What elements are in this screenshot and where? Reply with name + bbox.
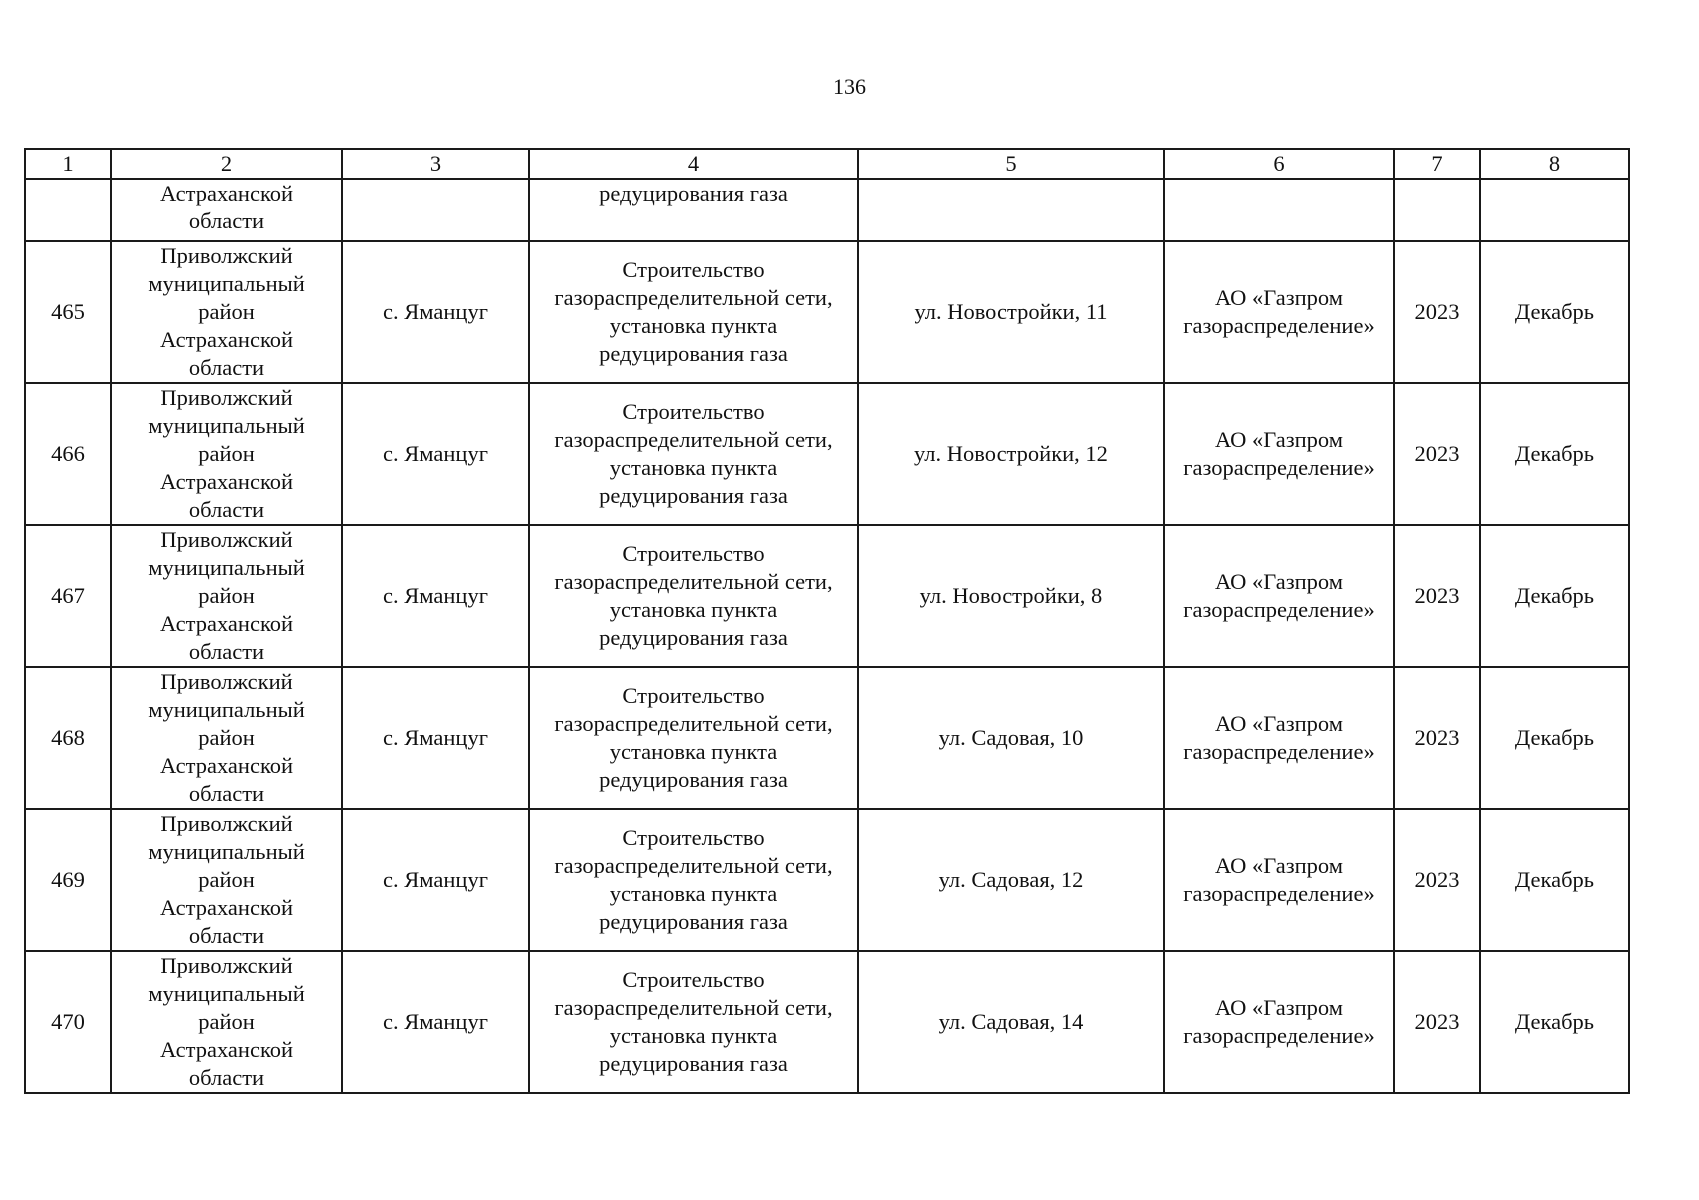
work-line: газораспределительной сети, [554,711,833,736]
organization-line: газораспределение» [1183,1023,1375,1048]
continuation-org-cell [1164,179,1394,241]
year-cell: 2023 [1394,667,1480,809]
district-line: Приволжский [160,811,293,836]
continuation-row [25,179,1629,241]
table-row [25,951,1629,1093]
organization-line: АО «Газпром [1215,285,1343,310]
organization-line: АО «Газпром [1215,569,1343,594]
district-line: Астраханской [159,181,294,206]
district-cell [111,951,342,1093]
district-line: район [198,867,255,892]
page-number: 136 [833,74,866,99]
work-line: редуцирования газа [599,483,788,508]
work-line: установка пункта [609,313,778,338]
work-description-cell [529,667,858,809]
work-line: Строительство [622,967,765,992]
month-cell: Декабрь [1480,525,1629,667]
address-cell: ул. Новостройки, 12 [858,383,1164,525]
column-header: 8 [1480,149,1629,179]
continuation-address-cell [858,179,1164,241]
table-row [25,241,1629,383]
organization-line: газораспределение» [1183,455,1375,480]
year-cell: 2023 [1394,241,1480,383]
work-line: установка пункта [609,597,778,622]
address-cell: ул. Садовая, 14 [858,951,1164,1093]
row-number-cell: 470 [25,951,111,1093]
village-cell: с. Яманцуг [342,525,529,667]
district-line: Астраханской [159,753,294,778]
district-line: муниципальный [148,271,305,296]
district-line: Приволжский [160,669,293,694]
work-description-cell [529,241,858,383]
organization-line: АО «Газпром [1215,995,1343,1020]
year-cell: 2023 [1394,809,1480,951]
district-line: район [198,299,255,324]
work-line: газораспределительной сети, [554,853,833,878]
village-cell: с. Яманцуг [342,951,529,1093]
table-row [25,667,1629,809]
organization-cell [1164,667,1394,809]
organization-line: АО «Газпром [1215,853,1343,878]
village-cell: с. Яманцуг [342,241,529,383]
continuation-village-cell [342,179,529,241]
district-line: район [198,441,255,466]
work-line: установка пункта [609,739,778,764]
district-line: Приволжский [160,527,293,552]
row-number-cell: 468 [25,667,111,809]
district-line: области [188,781,265,806]
district-line: области [188,355,265,380]
row-number-cell: 467 [25,525,111,667]
continuation-num-cell [25,179,111,241]
organization-line: АО «Газпром [1215,711,1343,736]
district-line: области [188,208,265,233]
address-cell: ул. Садовая, 10 [858,667,1164,809]
work-line: Строительство [622,825,765,850]
work-line: редуцирования газа [599,625,788,650]
district-line: Астраханской [159,895,294,920]
organization-line: газораспределение» [1183,597,1375,622]
column-header: 7 [1394,149,1480,179]
work-line: Строительство [622,399,765,424]
address-cell: ул. Новостройки, 11 [858,241,1164,383]
continuation-month-cell [1480,179,1629,241]
district-line: район [198,583,255,608]
column-header: 4 [529,149,858,179]
district-line: Астраханской [159,1037,294,1062]
district-line: муниципальный [148,697,305,722]
organization-cell [1164,809,1394,951]
continuation-work-cell [529,179,858,241]
month-cell: Декабрь [1480,241,1629,383]
row-number-cell: 469 [25,809,111,951]
column-header: 6 [1164,149,1394,179]
work-line: Строительство [622,683,765,708]
work-line: газораспределительной сети, [554,427,833,452]
district-line: Астраханской [159,327,294,352]
organization-line: газораспределение» [1183,313,1375,338]
work-line: Строительство [622,257,765,282]
work-line: редуцирования газа [599,767,788,792]
work-description-cell [529,809,858,951]
work-line: установка пункта [609,1023,778,1048]
month-cell: Декабрь [1480,667,1629,809]
work-description-cell [529,383,858,525]
work-description-cell [529,525,858,667]
address-cell: ул. Садовая, 12 [858,809,1164,951]
continuation-year-cell [1394,179,1480,241]
organization-cell [1164,951,1394,1093]
district-line: муниципальный [148,413,305,438]
year-cell: 2023 [1394,951,1480,1093]
column-number-row [25,149,1629,179]
village-cell: с. Яманцуг [342,383,529,525]
district-line: район [198,725,255,750]
row-number-cell: 466 [25,383,111,525]
district-line: муниципальный [148,555,305,580]
organization-cell [1164,241,1394,383]
district-line: муниципальный [148,839,305,864]
work-line: редуцирования газа [599,341,788,366]
table-row [25,383,1629,525]
work-line: Строительство [622,541,765,566]
work-line: газораспределительной сети, [554,285,833,310]
work-line: установка пункта [609,881,778,906]
work-line: редуцирования газа [599,909,788,934]
district-line: Приволжский [160,385,293,410]
organization-cell [1164,383,1394,525]
table-row [25,525,1629,667]
year-cell: 2023 [1394,525,1480,667]
year-cell: 2023 [1394,383,1480,525]
address-cell: ул. Новостройки, 8 [858,525,1164,667]
district-line: Астраханской [159,469,294,494]
district-line: области [188,923,265,948]
district-line: Приволжский [160,243,293,268]
organization-line: газораспределение» [1183,739,1375,764]
district-line: муниципальный [148,981,305,1006]
district-line: Приволжский [160,953,293,978]
district-line: области [188,639,265,664]
organization-line: АО «Газпром [1215,427,1343,452]
continuation-district-cell [111,179,342,241]
village-cell: с. Яманцуг [342,667,529,809]
month-cell: Декабрь [1480,809,1629,951]
column-header: 3 [342,149,529,179]
district-line: области [188,497,265,522]
district-line: области [188,1065,265,1090]
organization-cell [1164,525,1394,667]
work-line: газораспределительной сети, [554,995,833,1020]
district-line: район [198,1009,255,1034]
work-line: газораспределительной сети, [554,569,833,594]
district-cell [111,241,342,383]
village-cell: с. Яманцуг [342,809,529,951]
district-cell [111,383,342,525]
table-row [25,809,1629,951]
column-header: 2 [111,149,342,179]
column-header: 5 [858,149,1164,179]
work-line: редуцирования газа [599,181,788,206]
work-description-cell [529,951,858,1093]
month-cell: Декабрь [1480,383,1629,525]
month-cell: Декабрь [1480,951,1629,1093]
work-line: редуцирования газа [599,1051,788,1076]
organization-line: газораспределение» [1183,881,1375,906]
district-cell [111,667,342,809]
district-line: Астраханской [159,611,294,636]
district-cell [111,525,342,667]
row-number-cell: 465 [25,241,111,383]
gas-network-table [24,148,1630,1094]
work-line: установка пункта [609,455,778,480]
column-header: 1 [25,149,111,179]
district-cell [111,809,342,951]
